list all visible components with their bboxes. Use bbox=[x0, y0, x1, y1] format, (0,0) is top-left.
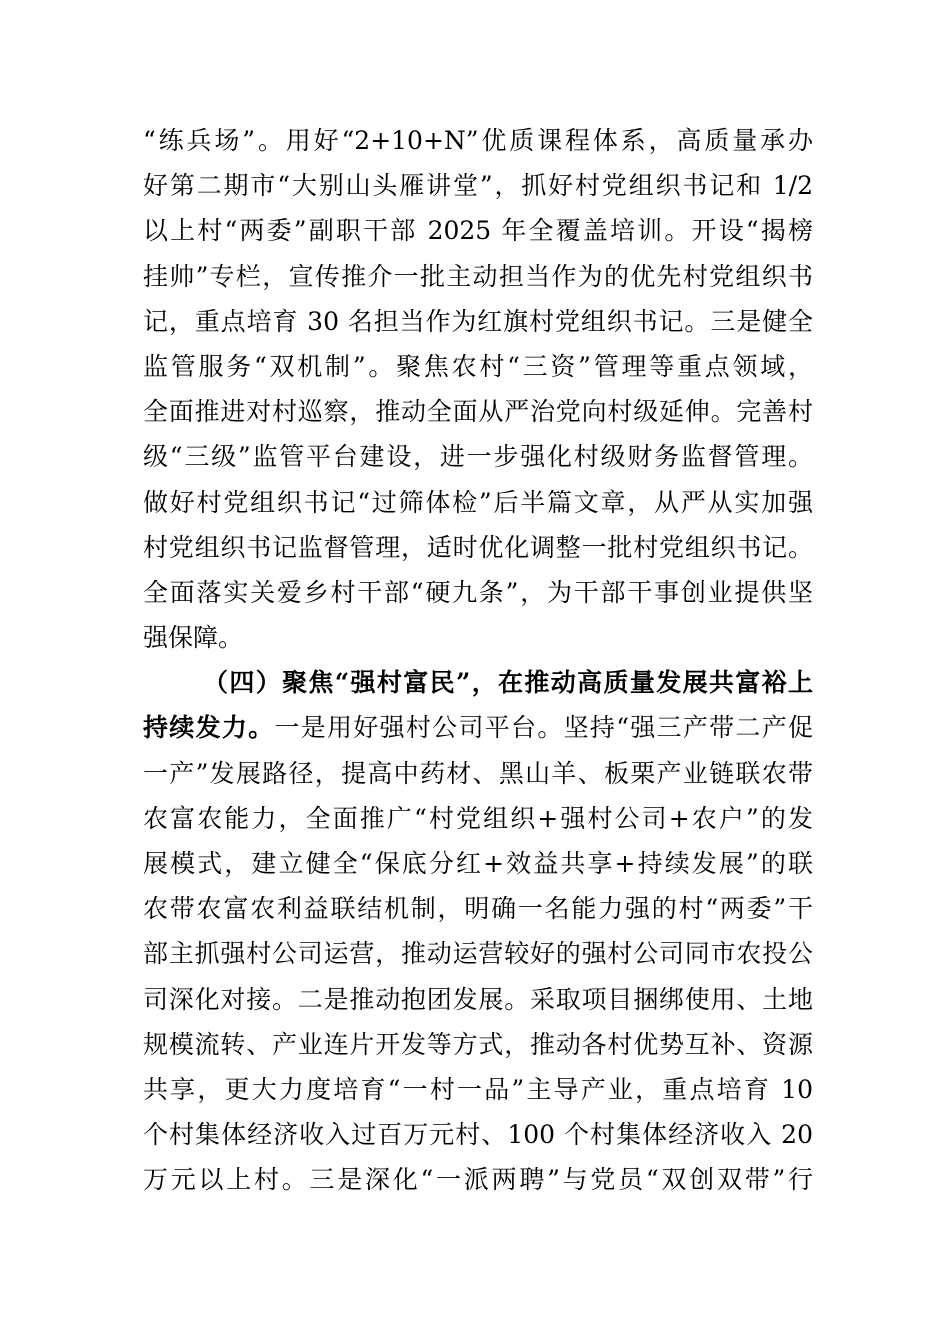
text-line: 级“三级”监管平台建设，进一步强化村级财务监督管理。 bbox=[143, 442, 813, 472]
text-line: 展模式，建立健全“保底分红+效益共享+持续发展”的联 bbox=[143, 849, 813, 878]
text-line: 村党组织书记监督管理，适时优化调整一批村党组织书记。 bbox=[143, 532, 813, 562]
section-heading-line: （四）聚焦“强村富民”，在推动高质量发展共富裕上 bbox=[203, 668, 813, 698]
text-line: 万元以上村。三是深化“一派两聘”与党员“双创双带”行 bbox=[143, 1165, 813, 1195]
text-line: 记，重点培育 30 名担当作为红旗村党组织书记。三是健全 bbox=[143, 306, 813, 336]
text-line: 挂帅”专栏，宣传推介一批主动担当作为的优先村党组织书 bbox=[143, 261, 813, 291]
text-line: 做好村党组织书记“过筛体检”后半篇文章，从严从实加强 bbox=[143, 487, 813, 517]
text-line: 共享，更大力度培育“一村一品”主导产业，重点培育 10 bbox=[143, 1074, 813, 1104]
body-text bbox=[143, 118, 813, 1248]
text-line: 强保障。 bbox=[143, 623, 244, 653]
text-line: “练兵场”。用好“2+10+N”优质课程体系，高质量承办 bbox=[143, 126, 813, 155]
text-line: 一产”发展路径，提高中药材、黑山羊、板栗产业链联农带 bbox=[143, 758, 813, 788]
text-line: 监管服务“双机制”。聚焦农村“三资”管理等重点领域， bbox=[143, 351, 813, 381]
text-line: 个村集体经济收入过百万元村、100 个村集体经济收入 20 bbox=[143, 1120, 813, 1150]
text-line: 全面推进对村巡察，推动全面从严治党向村级延伸。完善村 bbox=[143, 397, 813, 427]
text-line: 以上村“两委”副职干部 2025 年全覆盖培训。开设“揭榜 bbox=[143, 216, 813, 246]
section-heading-tail: 持续发力。 bbox=[143, 713, 275, 743]
text-span: 一是用好强村公司平台。坚持“强三产带二产促 bbox=[274, 713, 813, 743]
mixed-line bbox=[143, 705, 813, 750]
text-line: 农带农富农利益联结机制，明确一名能力强的村“两委”干 bbox=[143, 894, 813, 924]
text-line: 司深化对接。二是推动抱团发展。采取项目捆绑使用、土地 bbox=[143, 984, 813, 1014]
text-line: 农富农能力，全面推广“村党组织+强村公司+农户”的发 bbox=[143, 803, 813, 833]
text-line: 规模流转、产业连片开发等方式，推动各村优势互补、资源 bbox=[143, 1029, 813, 1059]
text-line: 全面落实关爱乡村干部“硬九条”，为干部干事创业提供坚 bbox=[143, 577, 813, 607]
text-line bbox=[143, 1203, 813, 1248]
text-line: 好第二期市“大别山头雁讲堂”，抓好村党组织书记和 1/2 bbox=[143, 171, 813, 201]
text-line: 部主抓强村公司运营，推动运营较好的强村公司同市农投公 bbox=[143, 939, 813, 969]
